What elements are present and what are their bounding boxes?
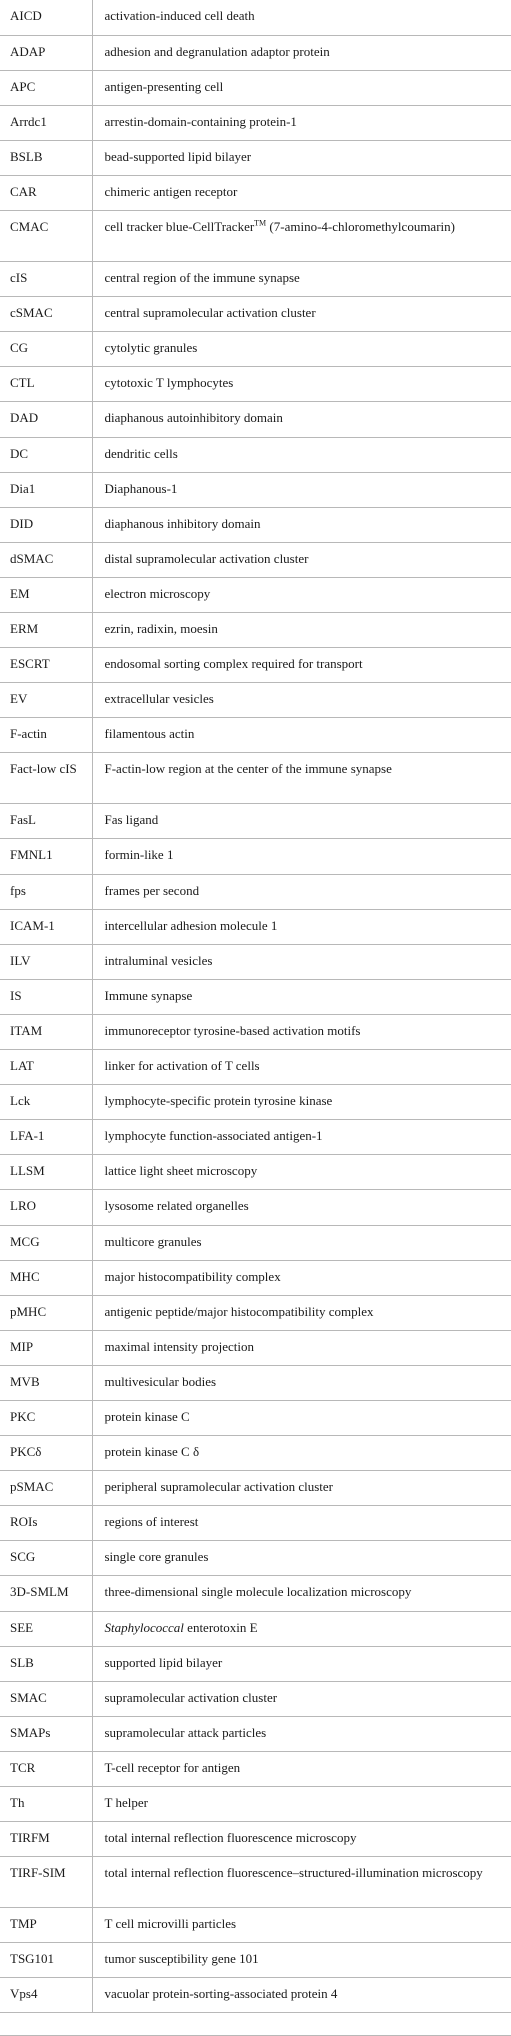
definition-cell: lattice light sheet microscopy bbox=[104, 1163, 258, 1179]
definition-cell: diaphanous autoinhibitory domain bbox=[104, 410, 283, 426]
definition-cell: Immune synapse bbox=[104, 987, 193, 1003]
table-row bbox=[0, 753, 511, 804]
abbreviation-cell: PKC bbox=[0, 1400, 92, 1435]
table-row bbox=[0, 1978, 511, 2013]
definition-cell: cytotoxic T lymphocytes bbox=[104, 375, 234, 391]
abbreviation-cell: cIS bbox=[0, 262, 92, 297]
definition-cell: endosomal sorting complex required for transport bbox=[104, 656, 363, 672]
table-row bbox=[0, 1541, 511, 1576]
table-row bbox=[0, 367, 511, 402]
abbreviation-cell: TIRFM bbox=[0, 1822, 92, 1857]
table-row bbox=[0, 1716, 511, 1751]
table-row bbox=[0, 1225, 511, 1260]
table-row bbox=[0, 909, 511, 944]
definition-cell: T-cell receptor for antigen bbox=[104, 1759, 241, 1775]
table-row bbox=[0, 437, 511, 472]
definition-cell: antigenic peptide/major histocompatibility complex bbox=[104, 1303, 374, 1319]
table-row bbox=[0, 0, 511, 35]
definition-cell: vacuolar protein-sorting-associated protein 4 bbox=[104, 1986, 338, 2002]
abbreviation-cell: 3D-SMLM bbox=[0, 1576, 92, 1611]
table-row bbox=[0, 1822, 511, 1857]
definition-cell: maximal intensity projection bbox=[104, 1338, 254, 1354]
abbreviation-cell: LFA-1 bbox=[0, 1120, 92, 1155]
abbreviation-cell: MIP bbox=[0, 1330, 92, 1365]
abbreviation-cell: CTL bbox=[0, 367, 92, 402]
abbreviation-cell: DID bbox=[0, 507, 92, 542]
definition-cell bbox=[92, 1611, 511, 1646]
definition-cell: regions of interest bbox=[104, 1514, 199, 1530]
table-row bbox=[0, 140, 511, 175]
definition-cell: intraluminal vesicles bbox=[104, 952, 213, 968]
table-row bbox=[0, 262, 511, 297]
definition-text: (7-amino-4-chloromethylcoumarin) bbox=[266, 219, 455, 235]
definition-cell: F-actin-low region at the center of the immune synapse bbox=[104, 761, 392, 777]
abbreviation-cell: EV bbox=[0, 683, 92, 718]
definition-cell: chimeric antigen receptor bbox=[104, 183, 238, 199]
definition-cell: Diaphanous-1 bbox=[104, 480, 178, 496]
definition-cell: central supramolecular activation cluster bbox=[104, 305, 316, 321]
trademark-superscript: TM bbox=[254, 218, 267, 228]
definition-cell: central region of the immune synapse bbox=[104, 270, 300, 286]
definition-cell: lysosome related organelles bbox=[104, 1198, 249, 1214]
table-row bbox=[0, 648, 511, 683]
abbreviation-cell: CMAC bbox=[0, 211, 92, 262]
abbreviation-cell: Vps4 bbox=[0, 1978, 92, 2013]
abbreviation-cell: LLSM bbox=[0, 1155, 92, 1190]
definition-text: cell tracker blue-CellTracker bbox=[104, 219, 255, 235]
abbreviation-cell: TSG101 bbox=[0, 1943, 92, 1978]
abbreviation-cell: MCG bbox=[0, 1225, 92, 1260]
table-row bbox=[0, 35, 511, 70]
table-row bbox=[0, 874, 511, 909]
definition-cell: major histocompatibility complex bbox=[104, 1268, 281, 1284]
table-row bbox=[0, 70, 511, 105]
abbreviation-cell: PKCδ bbox=[0, 1436, 92, 1471]
definition-cell: dendritic cells bbox=[104, 445, 178, 461]
definition-cell: supramolecular activation cluster bbox=[104, 1689, 278, 1705]
table-row bbox=[0, 1190, 511, 1225]
table-row bbox=[0, 1506, 511, 1541]
abbreviation-cell: ERM bbox=[0, 613, 92, 648]
table-row bbox=[0, 1751, 511, 1786]
definition-cell: total internal reflection fluorescence microscopy bbox=[104, 1830, 357, 1846]
table-row bbox=[0, 1436, 511, 1471]
abbreviation-cell: F-actin bbox=[0, 718, 92, 753]
abbreviation-cell: FasL bbox=[0, 804, 92, 839]
definition-cell: protein kinase C bbox=[104, 1408, 190, 1424]
table-row bbox=[0, 1681, 511, 1716]
abbreviation-cell: pMHC bbox=[0, 1295, 92, 1330]
table-row bbox=[0, 1943, 511, 1978]
table-row bbox=[0, 979, 511, 1014]
abbreviation-cell: SEE bbox=[0, 1611, 92, 1646]
table-row bbox=[0, 1050, 511, 1085]
definition-cell: ezrin, radixin, moesin bbox=[104, 621, 218, 636]
table-row bbox=[0, 1787, 511, 1822]
definition-text: enterotoxin E bbox=[183, 1619, 258, 1635]
table-row bbox=[0, 332, 511, 367]
abbreviation-cell: BSLB bbox=[0, 140, 92, 175]
table-row bbox=[0, 1857, 511, 1908]
table-row bbox=[0, 718, 511, 753]
definition-cell: frames per second bbox=[104, 882, 200, 898]
definition-cell: T helper bbox=[104, 1795, 148, 1810]
abbreviation-cell: ROIs bbox=[0, 1506, 92, 1541]
abbreviation-cell: MHC bbox=[0, 1260, 92, 1295]
abbreviation-cell: pSMAC bbox=[0, 1471, 92, 1506]
table-row bbox=[0, 1260, 511, 1295]
table-row bbox=[0, 577, 511, 612]
table-row bbox=[0, 683, 511, 718]
definition-cell: linker for activation of T cells bbox=[104, 1058, 260, 1074]
table-row bbox=[0, 1085, 511, 1120]
definition-cell: single core granules bbox=[104, 1549, 209, 1565]
abbreviation-cell: FMNL1 bbox=[0, 839, 92, 874]
definition-cell: T cell microvilli particles bbox=[104, 1916, 237, 1932]
abbreviation-cell: dSMAC bbox=[0, 542, 92, 577]
abbreviation-cell: MVB bbox=[0, 1365, 92, 1400]
abbreviation-cell: Dia1 bbox=[0, 472, 92, 507]
abbreviation-cell: DC bbox=[0, 437, 92, 472]
table-row bbox=[0, 1120, 511, 1155]
definition-cell: supramolecular attack particles bbox=[104, 1724, 267, 1740]
abbreviation-cell: cSMAC bbox=[0, 297, 92, 332]
abbreviation-cell: TIRF-SIM bbox=[0, 1857, 92, 1908]
abbreviation-cell: SLB bbox=[0, 1646, 92, 1681]
abbreviation-cell: TCR bbox=[0, 1751, 92, 1786]
table-row bbox=[0, 1295, 511, 1330]
table-row bbox=[0, 175, 511, 210]
table-row bbox=[0, 542, 511, 577]
definition-cell: lymphocyte function-associated antigen-1 bbox=[104, 1128, 323, 1144]
abbreviation-cell: ESCRT bbox=[0, 648, 92, 683]
table-row bbox=[0, 1400, 511, 1435]
definition-cell: immunoreceptor tyrosine-based activation motifs bbox=[104, 1022, 361, 1038]
definition-cell: bead-supported lipid bilayer bbox=[104, 148, 252, 164]
abbreviation-cell: CAR bbox=[0, 175, 92, 210]
definition-cell: adhesion and degranulation adaptor protein bbox=[104, 43, 330, 59]
table-row bbox=[0, 1611, 511, 1646]
abbreviation-cell: Fact-low cIS bbox=[0, 753, 92, 804]
abbreviation-cell: Lck bbox=[0, 1085, 92, 1120]
table-row bbox=[0, 1576, 511, 1611]
definition-cell: multivesicular bodies bbox=[104, 1373, 217, 1389]
table-row bbox=[0, 297, 511, 332]
abbreviation-cell: LAT bbox=[0, 1050, 92, 1085]
definition-cell: antigen-presenting cell bbox=[104, 78, 224, 94]
table-row bbox=[0, 1365, 511, 1400]
table-row bbox=[0, 507, 511, 542]
abbreviation-cell: SMAC bbox=[0, 1681, 92, 1716]
table-row bbox=[0, 1014, 511, 1049]
table-row bbox=[0, 1471, 511, 1506]
table-row bbox=[0, 211, 511, 262]
table-row bbox=[0, 613, 511, 648]
table-row bbox=[0, 105, 511, 140]
abbreviation-cell: Th bbox=[0, 1787, 92, 1822]
definition-cell: activation-induced cell death bbox=[104, 8, 255, 23]
definition-cell: intercellular adhesion molecule 1 bbox=[104, 917, 278, 933]
definition-cell: distal supramolecular activation cluster bbox=[104, 550, 309, 566]
definition-cell: lymphocyte-specific protein tyrosine kinase bbox=[104, 1093, 333, 1109]
definition-cell: Fas ligand bbox=[104, 812, 159, 828]
definition-cell: supported lipid bilayer bbox=[104, 1654, 223, 1670]
definition-cell: multicore granules bbox=[104, 1233, 202, 1249]
table-row bbox=[0, 402, 511, 437]
abbreviation-cell: IS bbox=[0, 979, 92, 1014]
abbreviation-cell: Arrdc1 bbox=[0, 105, 92, 140]
abbreviation-cell: EM bbox=[0, 577, 92, 612]
abbreviation-cell: SCG bbox=[0, 1541, 92, 1576]
abbreviation-cell: LRO bbox=[0, 1190, 92, 1225]
definition-cell: filamentous actin bbox=[104, 726, 195, 742]
abbreviation-cell: ADAP bbox=[0, 35, 92, 70]
table-row bbox=[0, 1155, 511, 1190]
definition-cell: diaphanous inhibitory domain bbox=[104, 515, 261, 531]
abbreviation-cell: ITAM bbox=[0, 1014, 92, 1049]
definition-cell: arrestin-domain-containing protein-1 bbox=[104, 113, 297, 129]
abbreviation-cell: ILV bbox=[0, 944, 92, 979]
abbreviation-cell: DAD bbox=[0, 402, 92, 437]
definition-cell: total internal reflection fluorescence–structured-illumination microscopy bbox=[104, 1865, 483, 1881]
table-row bbox=[0, 944, 511, 979]
definition-cell: protein kinase C δ bbox=[104, 1444, 200, 1460]
table-row bbox=[0, 1646, 511, 1681]
definition-cell: extracellular vesicles bbox=[104, 691, 214, 707]
abbreviation-cell: SMAPs bbox=[0, 1716, 92, 1751]
abbreviation-cell: fps bbox=[0, 874, 92, 909]
definition-cell: cytolytic granules bbox=[104, 340, 198, 356]
definition-cell: three-dimensional single molecule localization microscopy bbox=[104, 1584, 412, 1600]
abbreviation-cell: ICAM-1 bbox=[0, 909, 92, 944]
abbreviation-cell: CG bbox=[0, 332, 92, 367]
table-row bbox=[0, 1908, 511, 1943]
abbreviation-cell: TMP bbox=[0, 1908, 92, 1943]
definition-cell bbox=[92, 211, 511, 262]
definition-cell: electron microscopy bbox=[104, 585, 211, 601]
definition-cell: formin-like 1 bbox=[104, 847, 174, 863]
abbreviation-cell: APC bbox=[0, 70, 92, 105]
definition-cell: peripheral supramolecular activation cluster bbox=[104, 1479, 333, 1495]
definition-cell: tumor susceptibility gene 101 bbox=[104, 1951, 259, 1967]
abbreviation-cell: AICD bbox=[0, 0, 92, 35]
table-row bbox=[0, 1330, 511, 1365]
table-row bbox=[0, 804, 511, 839]
table-row bbox=[0, 472, 511, 507]
definition-italic-text: Staphylococcal bbox=[104, 1619, 184, 1635]
table-row bbox=[0, 839, 511, 874]
